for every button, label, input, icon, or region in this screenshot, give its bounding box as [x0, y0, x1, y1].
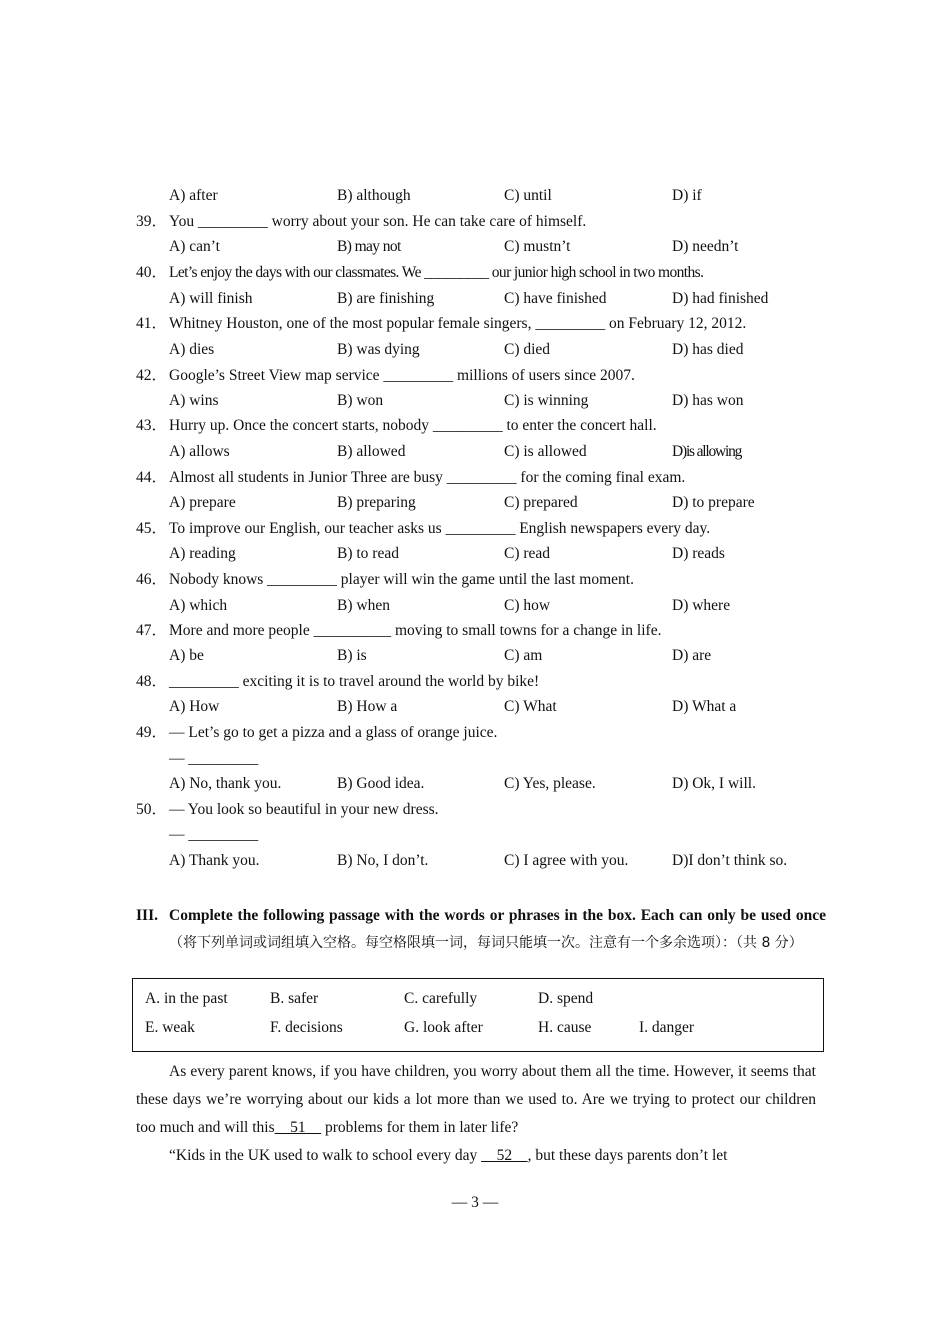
section-title-cn: （将下列单词或词组填入空格。每空格限填一词，每词只能填一次。注意有一个多余选项）：（共 8 分） [169, 935, 803, 951]
word-option: E. weak [145, 1019, 195, 1036]
option-b: B) when [337, 597, 390, 614]
word-option: H. cause [538, 1019, 592, 1036]
question-options [136, 339, 826, 361]
option-d: D) are [672, 647, 712, 664]
option-d: D) What a [672, 698, 737, 715]
option-d: D) if [672, 187, 702, 204]
question-stem [136, 313, 826, 335]
question-text: Let’s enjoy the days with our classmates. We _________ our junior high school in two months. [169, 264, 704, 281]
option-b: B) may not [337, 238, 401, 255]
question-number: 44． [136, 469, 168, 486]
option-c: C) mustn’t [504, 238, 571, 255]
question-text: To improve our English, our teacher asks us _________ English newspapers every day. [169, 520, 711, 537]
word-box [132, 978, 824, 1052]
question-text: _________ exciting it is to travel around the world by bike! [169, 673, 540, 690]
question-text: Whitney Houston, one of the most popular female singers, _________ on February 12, 2012. [169, 315, 747, 332]
section-number: III. [136, 907, 158, 924]
question-number: 42． [136, 367, 168, 384]
option-c: C) is winning [504, 392, 589, 409]
option-d: D)I don’t think so. [672, 852, 788, 869]
question-number: 49． [136, 724, 168, 741]
question-options [136, 696, 826, 718]
option-b: B) preparing [337, 494, 416, 511]
option-d: D) has died [672, 341, 744, 358]
option-b: B) Good idea. [337, 775, 425, 792]
option-a: A) will finish [169, 290, 253, 307]
question-options [136, 595, 826, 617]
word-option: B. safer [270, 990, 319, 1007]
page-number: — 3 — [451, 1194, 499, 1211]
option-a: A) be [169, 647, 204, 664]
blank-51: 51 [274, 1119, 322, 1136]
word-option: C. carefully [404, 990, 478, 1007]
option-b: B) allowed [337, 443, 406, 460]
question-text: Nobody knows _________ player will win the game until the last moment. [169, 571, 634, 588]
word-option: D. spend [538, 990, 594, 1007]
question-options [136, 543, 826, 565]
option-b: B) No, I don’t. [337, 852, 429, 869]
option-b: B) although [337, 187, 411, 204]
passage-text: , but these days parents don’t let [527, 1147, 728, 1164]
question-options [136, 850, 826, 872]
passage-text: “Kids in the UK used to walk to school every day [169, 1147, 482, 1164]
passage-text: problems for them in later life? [321, 1119, 519, 1136]
option-a: A) wins [169, 392, 219, 409]
option-c: C) Yes, please. [504, 775, 596, 792]
dialogue-line: — You look so beautiful in your new dress. [169, 801, 439, 818]
option-b: B) How a [337, 698, 398, 715]
question-number: 47． [136, 622, 168, 639]
question-text: More and more people __________ moving to small towns for a change in life. [169, 622, 662, 639]
option-c: C) am [504, 647, 543, 664]
option-a: A) dies [169, 341, 215, 358]
question-options [136, 645, 826, 667]
option-c: C) is allowed [504, 443, 587, 460]
option-d: D) where [672, 597, 731, 614]
question-stem [136, 722, 826, 744]
question-number: 41． [136, 315, 168, 332]
option-b: B) was dying [337, 341, 420, 358]
option-b: B) to read [337, 545, 399, 562]
option-c: C) have finished [504, 290, 607, 307]
question-number: 45． [136, 520, 168, 537]
option-a: A) which [169, 597, 228, 614]
option-a: A) Thank you. [169, 852, 260, 869]
question-stem [136, 467, 826, 489]
question-text: Google’s Street View map service _________ millions of users since 2007. [169, 367, 635, 384]
option-b: B) is [337, 647, 367, 664]
option-d: D)is allowing [672, 443, 742, 460]
option-c: C) until [504, 187, 552, 204]
question-number: 40． [136, 264, 168, 281]
option-c: C) how [504, 597, 551, 614]
passage-text: As every parent knows, if you have children, you worry about them all the time. However, it seems that these days we’re worrying about our kids a lot more than we used to. Are we trying to protect our children too much and will this [136, 1063, 816, 1136]
question-options [136, 492, 826, 514]
word-option: G. look after [404, 1019, 483, 1036]
option-c: C) What [504, 698, 557, 715]
option-c: C) died [504, 341, 551, 358]
question-stem [136, 211, 826, 233]
question-number: 43． [136, 417, 168, 434]
question-options [136, 288, 826, 310]
question-text: Almost all students in Junior Three are busy _________ for the coming final exam. [169, 469, 686, 486]
dialogue-response-row [136, 824, 826, 846]
option-a: A) can’t [169, 238, 220, 255]
question-text: You _________ worry about your son. He can take care of himself. [169, 213, 587, 230]
word-option: A. in the past [145, 990, 228, 1007]
option-d: D) had finished [672, 290, 769, 307]
question-number: 39． [136, 213, 168, 230]
question-stem [136, 365, 826, 387]
dialogue-response-row [136, 748, 826, 770]
blank-52: 52 [481, 1147, 528, 1164]
dialogue-line: — Let’s go to get a pizza and a glass of orange juice. [169, 724, 498, 741]
section-heading [136, 902, 826, 957]
option-d: D) has won [672, 392, 744, 409]
question-stem [136, 569, 826, 591]
option-a: A) No, thank you. [169, 775, 282, 792]
question-options [136, 236, 826, 258]
question-number: 46． [136, 571, 168, 588]
option-d: D) needn’t [672, 238, 739, 255]
section-title-en: Complete the following passage with the words or phrases in the box. Each can only be used once [169, 907, 826, 924]
question-stem [136, 799, 826, 821]
option-b: B) won [337, 392, 384, 409]
word-option: I. danger [639, 1019, 695, 1036]
option-a: A) prepare [169, 494, 236, 511]
option-a: A) How [169, 698, 220, 715]
question-stem [136, 518, 826, 540]
question-stem [136, 620, 826, 642]
dialogue-blank: — _________ [169, 750, 259, 767]
q38-options [136, 185, 826, 207]
option-d: D) reads [672, 545, 725, 562]
word-option: F. decisions [270, 1019, 343, 1036]
option-d: D) Ok, I will. [672, 775, 756, 792]
question-stem [136, 262, 826, 284]
question-options [136, 441, 826, 463]
dialogue-blank: — _________ [169, 826, 259, 843]
question-number: 50． [136, 801, 168, 818]
option-c: C) read [504, 545, 551, 562]
passage-paragraph [136, 1058, 816, 1142]
passage-paragraph [136, 1142, 816, 1170]
question-number: 48． [136, 673, 168, 690]
option-b: B) are finishing [337, 290, 435, 307]
section-instruction [136, 902, 826, 957]
option-a: A) reading [169, 545, 236, 562]
question-text: Hurry up. Once the concert starts, nobody _________ to enter the concert hall. [169, 417, 657, 434]
option-d: D) to prepare [672, 494, 755, 511]
question-stem [136, 415, 826, 437]
option-a: A) allows [169, 443, 230, 460]
question-options [136, 390, 826, 412]
option-c: C) prepared [504, 494, 578, 511]
option-a: A) after [169, 187, 218, 204]
question-options [136, 773, 826, 795]
question-stem [136, 671, 826, 693]
option-c: C) I agree with you. [504, 852, 629, 869]
